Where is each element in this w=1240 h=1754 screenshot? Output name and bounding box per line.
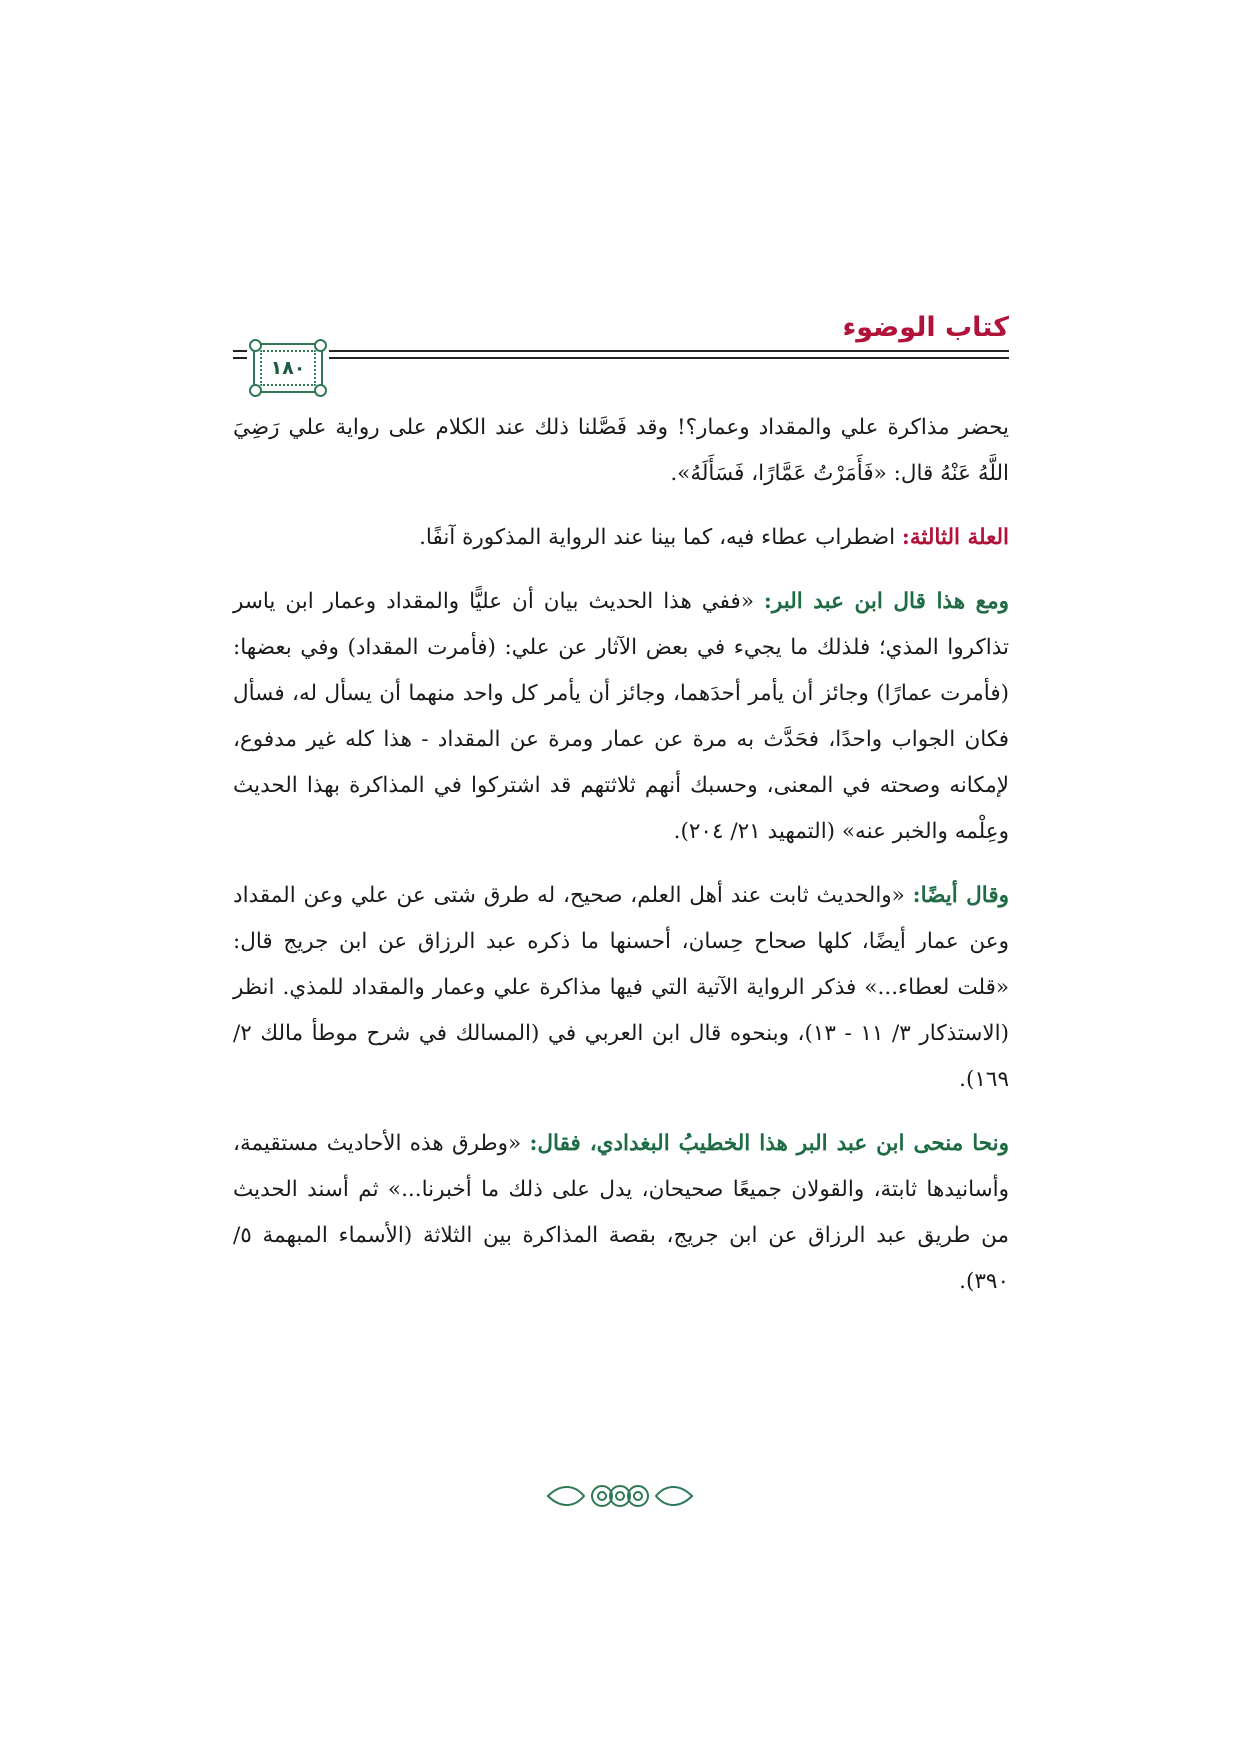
- badge-corner-ornament: [314, 339, 327, 352]
- paragraph-text: يحضر مذاكرة علي والمقداد وعمار؟! وقد فَصَّلنا ذلك عند الكلام على رواية علي رَضِيَ اللَّهُ عَنْهُ قال: «فَأَمَرْتُ عَمَّارًا، فَسَأَلَهُ».: [233, 415, 1009, 486]
- paragraph-text: «والحديث ثابت عند أهل العلم، صحيح، له طرق شتى عن علي وعن المقداد وعن عمار أيضًا، كلها صحاح حِسان، أحسنها ما ذكره عبد الرزاق عن ابن جريج قال: «قلت لعطاء...» فذكر الرواية الآتية التي فيها مذاكرة علي وعمار والمقداد للمذي. انظر (الاستذكار ٣/ ١١ - ١٣)، وبنحوه قال ابن العربي في (المسالك في شرح موطأ مالك ٢/ ١٦٩).: [233, 883, 1009, 1092]
- paragraph-4: [233, 873, 1009, 1103]
- paragraph-3: [233, 579, 1009, 855]
- header-rule-top: [329, 350, 1009, 352]
- header-rule-left-bottom: [233, 357, 247, 359]
- page-header: [233, 312, 1009, 392]
- paragraph-5: [233, 1121, 1009, 1305]
- page-number-badge: [253, 343, 323, 393]
- paragraph-heading: ونحا منحى ابن عبد البر هذا الخطيبُ البغدادي، فقال:: [529, 1131, 1009, 1156]
- paragraph-heading: ومع هذا قال ابن عبد البر:: [763, 589, 1009, 614]
- paragraph-1: [233, 405, 1009, 497]
- paragraph-text: اضطراب عطاء فيه، كما بينا عند الرواية المذكورة آنفًا.: [419, 525, 902, 550]
- section-end-ornament-icon: [540, 1478, 700, 1514]
- page-number-frame: [260, 350, 316, 386]
- book-title: كتاب الوضوء: [842, 312, 1009, 343]
- header-rule-bottom: [329, 357, 1009, 359]
- header-rule-left-top: [233, 350, 247, 352]
- paragraph-heading: وقال أيضًا:: [912, 883, 1010, 908]
- main-text: [233, 405, 1009, 1323]
- paragraph-heading: العلة الثالثة:: [901, 525, 1009, 550]
- badge-corner-ornament: [249, 384, 262, 397]
- badge-corner-ornament: [314, 384, 327, 397]
- paragraph-text: «وطرق هذه الأحاديث مستقيمة، وأسانيدها ثابتة، والقولان جميعًا صحيحان، يدل على ذلك ما أخبرنا...» ثم أسند الحديث من طريق عبد الرزاق عن ابن جريج، بقصة المذاكرة بين الثلاثة (الأسماء المبهمة ٥/ ٣٩٠).: [233, 1131, 1009, 1294]
- paragraph-2: [233, 515, 1009, 561]
- paragraph-text: «ففي هذا الحديث بيان أن عليًّا والمقداد وعمار ابن ياسر تذاكروا المذي؛ فلذلك ما يجيء في بعض الآثار عن علي: (فأمرت المقداد) وفي بعضها: (فأمرت عمارًا) وجائز أن يأمر أحدَهما، وجائز أن يأمر كل واحد منهما أن يسأل له، فسأل فكان الجواب واحدًا، فحَدَّث به مرة عن عمار ومرة عن المقداد - هذا كله غير مدفوع، لإمكانه وصحته في المعنى، وحسبك أنهم ثلاثتهم قد اشتركوا في المذاكرة بهذا الحديث وعِلْمه والخبر عنه» (التمهيد ٢١/ ٢٠٤).: [233, 589, 1009, 844]
- page-number: ١٨٠: [270, 357, 306, 379]
